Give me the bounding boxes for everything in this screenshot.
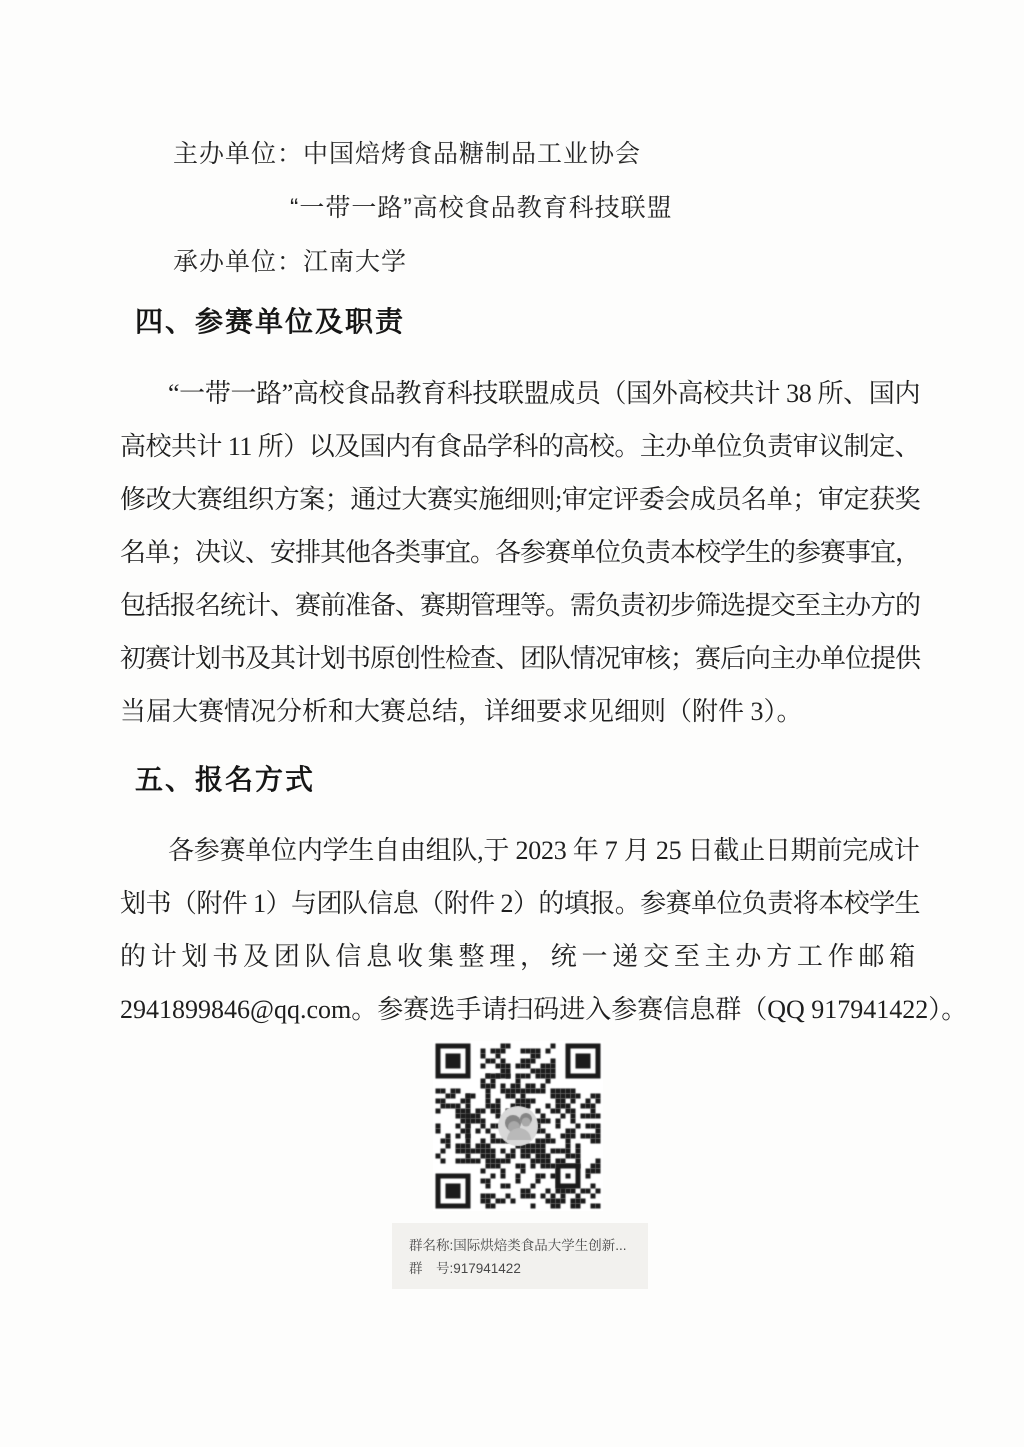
text-line: “一带一路”高校食品教育科技联盟成员（国外高校共计 38 所、国内 [168,379,921,408]
section-5-paragraph [120,824,968,1036]
qr-caption [392,1223,648,1289]
organizer-undertaker-line: 承办单位：江南大学 [173,248,408,276]
section-4-paragraph [120,367,920,738]
section-4-heading: 四、参赛单位及职责 [135,306,406,337]
text-line: 划书（附件 1）与团队信息（附件 2）的填报。参赛单位负责将本校学生 [120,889,921,918]
text-line: 当届大赛情况分析和大赛总结，详细要求见细则（附件 3）。 [120,697,803,726]
text-line: 初赛计划书及其计划书原创性检查、团队情况审核；赛后向主办单位提供 [120,644,921,673]
organizer-alliance-line: “一带一路”高校食品教育科技联盟 [290,194,673,222]
qq-group-qr-code [433,1041,603,1211]
text-line: 的计划书及团队信息收集整理，统一递交至主办方工作邮箱 [120,942,921,971]
text-line: 高校共计 11 所）以及国内有食品学科的高校。主办单位负责审议制定、 [120,432,921,461]
organizer-host-line: 主办单位：中国焙烤食品糖制品工业协会 [173,140,642,168]
text-line: 各参赛单位内学生自由组队,于 2023 年 7 月 25 日截止日期前完成计 [168,836,920,865]
section-5-heading: 五、报名方式 [135,764,316,795]
text-line: 包括报名统计、赛前准备、赛期管理等。需负责初步筛选提交至主办方的 [120,591,921,620]
qr-caption-group-name: 群名称:国际烘焙类食品大学生创新... [409,1238,627,1253]
qr-caption-group-number: 群 号:917941422 [409,1261,521,1276]
text-line: 修改大赛组织方案；通过大赛实施细则;审定评委会成员名单；审定获奖 [120,485,921,514]
text-line: 名单；决议、安排其他各类事宜。各参赛单位负责本校学生的参赛事宜， [120,538,921,567]
text-line: 2941899846@qq.com。参赛选手请扫码进入参赛信息群（QQ 917941422）。 [120,995,968,1024]
